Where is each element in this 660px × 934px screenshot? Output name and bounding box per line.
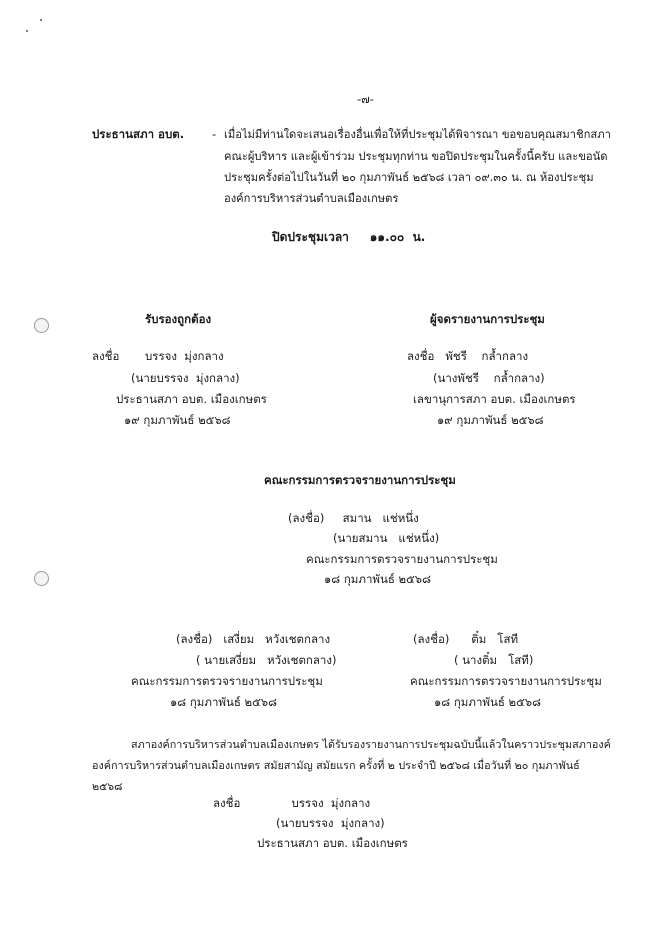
committee-center-signature: (ลงชื่อ) สมาน แช่หนึ่ง bbox=[288, 511, 419, 525]
approval-line: สภาองค์การบริหารส่วนตำบลเมืองเกษตร ได้รับรองรายงานการประชุมฉบับนี้แล้วในคราวประชุมสภาองค์ bbox=[131, 738, 611, 751]
speaker-label: ประธานสภา อบต. bbox=[92, 127, 185, 141]
closing-line: คณะผู้บริหาร และผู้เข้าร่วม ประชุมทุกท่าน ขอปิดประชุมในครั้งนี้ครับ และขอนัด bbox=[224, 150, 608, 163]
committee-right-position: คณะกรรมการตรวจรายงานการประชุม bbox=[410, 674, 602, 688]
approval-position: ประธานสภา อบต. เมืองเกษตร bbox=[257, 836, 408, 850]
scan-speck bbox=[40, 19, 42, 21]
approval-line: องค์การบริหารส่วนตำบลเมืองเกษตร สมัยสามัญ สมัยแรก ครั้งที่ ๒ ประจำปี ๒๕๖๘ เมื่อวันที่ ๒๐ กุมภาพันธ์ bbox=[92, 759, 580, 772]
committee-heading: คณะกรรมการตรวจรายงานการประชุม bbox=[264, 473, 456, 487]
closing-time: ปิดประชุมเวลา ๑๑.๐๐ น. bbox=[272, 230, 426, 244]
certifier-name: (นายบรรจง มุ่งกลาง) bbox=[131, 371, 240, 385]
closing-line: เมื่อไม่มีท่านใดจะเสนอเรื่องอื่นเพื่อให้ที่ประชุมได้พิจารณา ขอขอบคุณสมาชิกสภา bbox=[224, 128, 611, 141]
committee-right-date: ๑๘ กุมภาพันธ์ ๒๕๖๘ bbox=[434, 695, 541, 709]
punch-hole-mark bbox=[34, 571, 49, 586]
approval-name: (นายบรรจง มุ่งกลาง) bbox=[276, 816, 385, 830]
approval-line: ๒๕๖๘ bbox=[92, 780, 123, 793]
reporter-name: (นางพัชรี กล้ำกลาง) bbox=[433, 371, 545, 385]
committee-left-date: ๑๘ กุมภาพันธ์ ๒๕๖๘ bbox=[170, 695, 277, 709]
approval-signature: ลงชื่อ บรรจง มุ่งกลาง bbox=[213, 796, 371, 810]
committee-center-name: (นายสมาน แช่หนึ่ง) bbox=[333, 531, 440, 545]
committee-right-name: ( นางติ๋ม โสที) bbox=[454, 653, 534, 667]
reporter-position: เลขานุการสภา อบต. เมืองเกษตร bbox=[413, 392, 576, 406]
punch-hole-mark bbox=[34, 318, 49, 333]
certifier-heading: รับรองถูกต้อง bbox=[145, 312, 212, 326]
certifier-signature: ลงชื่อ บรรจง มุ่งกลาง bbox=[92, 349, 224, 363]
page-number: -๗- bbox=[357, 92, 374, 106]
certifier-position: ประธานสภา อบต. เมืองเกษตร bbox=[116, 392, 267, 406]
committee-center-date: ๑๘ กุมภาพันธ์ ๒๕๖๘ bbox=[324, 572, 431, 586]
certifier-date: ๑๙ กุมภาพันธ์ ๒๕๖๘ bbox=[124, 413, 231, 427]
committee-left-name: ( นายเสงี่ยม หวังเชตกลาง) bbox=[196, 653, 337, 667]
committee-left-signature: (ลงชื่อ) เสงี่ยม หวังเชตกลาง bbox=[176, 632, 331, 646]
speaker-dash: - bbox=[212, 127, 217, 141]
reporter-heading: ผู้จดรายงานการประชุม bbox=[430, 312, 545, 326]
committee-center-position: คณะกรรมการตรวจรายงานการประชุม bbox=[306, 552, 498, 566]
closing-line: องค์การบริหารส่วนตำบลเมืองเกษตร bbox=[224, 192, 399, 205]
closing-line: ประชุมครั้งต่อไปในวันที่ ๒๐ กุมภาพันธ์ ๒๕๖๘ เวลา ๐๙.๓๐ น. ณ ห้องประชุม bbox=[224, 171, 594, 184]
reporter-date: ๑๙ กุมภาพันธ์ ๒๕๖๘ bbox=[437, 413, 544, 427]
scan-speck bbox=[26, 30, 28, 32]
committee-left-position: คณะกรรมการตรวจรายงานการประชุม bbox=[131, 674, 323, 688]
reporter-signature: ลงชื่อ พัชรี กล้ำกลาง bbox=[407, 349, 529, 363]
committee-right-signature: (ลงชื่อ) ติ๋ม โสที bbox=[413, 632, 519, 646]
